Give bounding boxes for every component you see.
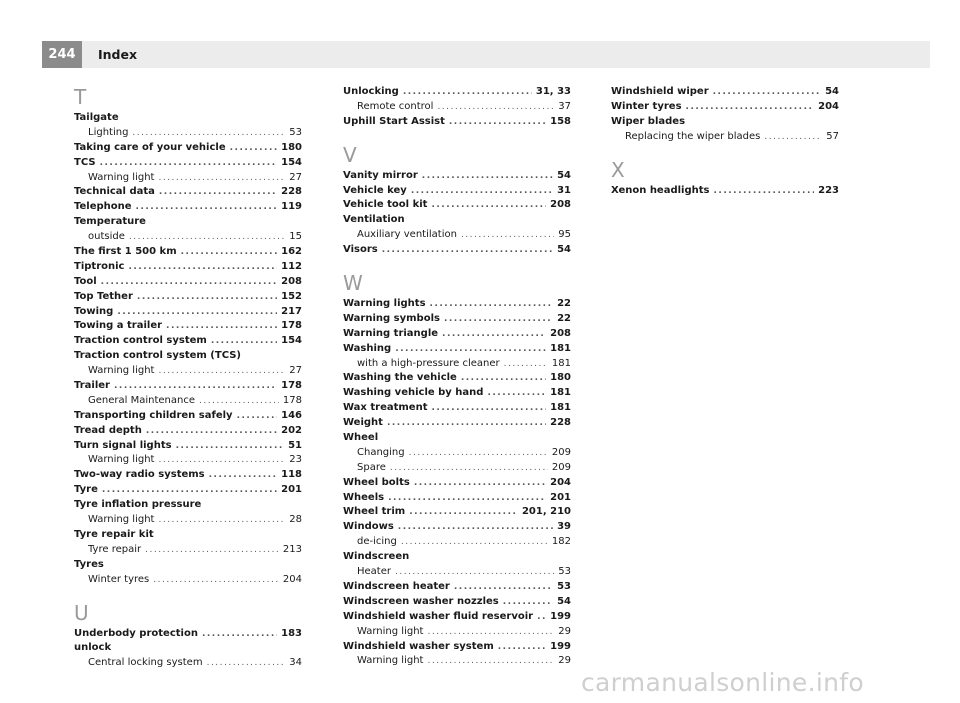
index-entry-label: Heater [357, 566, 391, 578]
index-entry-label: Taking care of your vehicle [74, 141, 226, 153]
index-entry [74, 528, 302, 543]
index-entry-label: Top Tether [74, 290, 133, 302]
index-entry [343, 327, 571, 342]
index-entry-label: Windscreen heater [343, 580, 450, 592]
index-entry-pages: 208 [550, 199, 571, 211]
index-entry-pages: 31 [557, 184, 571, 196]
index-entry [74, 468, 302, 483]
index-entry-pages: 39 [557, 521, 571, 533]
dot-leader [166, 319, 277, 334]
index-entry-label: Washing the vehicle [343, 372, 457, 384]
dot-leader [100, 156, 278, 171]
index-letter-heading: X [611, 157, 625, 182]
dot-leader [101, 275, 277, 290]
dot-leader [382, 243, 553, 258]
dot-leader [444, 312, 553, 327]
index-entry [343, 85, 571, 100]
index-entry-label: Tread depth [74, 424, 142, 436]
index-entry-label: Windshield wiper [611, 86, 709, 97]
index-letter-heading: V [343, 142, 357, 167]
index-entry-pages: 178 [281, 320, 302, 332]
dot-leader [403, 85, 532, 100]
dot-leader [686, 100, 815, 115]
index-entry-pages: 152 [281, 290, 302, 302]
index-entry-label: Winter tyres [88, 573, 150, 585]
index-entry-pages: 208 [281, 275, 302, 287]
index-entry-pages: 29 [558, 625, 571, 637]
index-entry [343, 476, 571, 491]
index-entry [343, 115, 571, 130]
index-entry-pages: 54 [557, 169, 571, 181]
dot-leader [117, 305, 277, 320]
index-entry [74, 171, 302, 186]
index-entry-label: Xenon headlights [611, 184, 710, 196]
index-entry-pages: 182 [551, 536, 571, 548]
index-entry-label: Tiptronic [74, 260, 125, 272]
index-entry-pages: 53 [289, 126, 302, 138]
index-entry-label: Warning triangle [343, 327, 439, 339]
index-entry-label: Spare [357, 461, 386, 473]
index-entry [343, 342, 571, 357]
index-entry-pages: 27 [289, 365, 302, 377]
dot-leader [136, 200, 278, 215]
index-entry [611, 85, 839, 100]
dot-leader [388, 491, 546, 506]
index-entry [74, 424, 302, 439]
index-entry [74, 290, 302, 305]
index-entry-label: Warning light [88, 514, 155, 526]
index-entry [343, 198, 571, 213]
index-entry [74, 275, 302, 290]
index-entry [343, 228, 571, 243]
index-entry-pages: 119 [281, 201, 302, 213]
index-entry [343, 416, 571, 431]
index-entry-label: Warning lights [343, 298, 426, 310]
index-entry-pages: 118 [281, 469, 302, 481]
index-entry-pages: 154 [281, 156, 302, 168]
dot-leader [209, 468, 277, 483]
index-entry-label: Turn signal lights [74, 439, 172, 451]
index-entry-pages: 158 [550, 115, 571, 127]
index-entry [74, 573, 302, 588]
index-column-3 [611, 85, 839, 198]
dot-leader [537, 610, 546, 625]
index-entry-label: General Maintenance [88, 394, 195, 406]
dot-leader [504, 357, 548, 372]
dot-leader [158, 364, 285, 379]
index-entry [74, 453, 302, 468]
dot-leader [714, 184, 815, 199]
dot-leader [454, 580, 553, 595]
index-entry-label: Two-way radio systems [74, 469, 205, 481]
dot-leader [211, 334, 277, 349]
index-entry [74, 483, 302, 498]
index-entry-pages: 181 [550, 402, 571, 414]
watermark: carmanualsonline.info [581, 668, 864, 697]
dot-leader [390, 461, 548, 476]
index-entry-label: Remote control [357, 100, 434, 112]
index-entry [74, 394, 302, 409]
index-entry-label: Unlocking [343, 86, 399, 97]
index-entry-pages: 209 [551, 461, 571, 473]
dot-leader [461, 371, 546, 386]
index-entry-pages: 181 [550, 342, 571, 354]
dot-leader [487, 386, 546, 401]
index-entry-label: Visors [343, 244, 378, 256]
index-entry [74, 156, 302, 171]
index-entry-pages: 201 [281, 484, 302, 496]
index-entry-label: Tyre repair kit [74, 528, 154, 540]
index-entry-label: Wheel trim [343, 506, 406, 518]
index-letter-heading: U [74, 600, 89, 625]
dot-leader [237, 409, 278, 424]
dot-leader [128, 260, 277, 275]
index-entry-pages: 201 [550, 491, 571, 503]
index-entry-pages: 223 [818, 184, 839, 196]
dot-leader [395, 565, 554, 580]
index-entry-pages: 201, 210 [521, 506, 571, 518]
index-entry-pages: 217 [281, 305, 302, 317]
index-entry [343, 357, 571, 372]
index-entry-label: Warning light [357, 625, 424, 637]
index-entry-pages: 181 [550, 387, 571, 399]
index-entry-pages: 28 [289, 514, 302, 526]
index-entry [74, 215, 302, 230]
index-entry-pages: 31, 33 [535, 86, 571, 97]
index-entry [74, 141, 302, 156]
dot-leader [411, 184, 553, 199]
dot-leader [230, 141, 278, 156]
index-entry [343, 100, 571, 115]
index-entry-label: Winter tyres [611, 100, 682, 112]
index-entry-label: unlock [74, 642, 112, 654]
index-entry-label: Warning symbols [343, 312, 440, 324]
index-entry [343, 243, 571, 258]
dot-leader [158, 453, 285, 468]
index-entry-pages: 95 [558, 229, 571, 241]
index-entry-label: de-icing [357, 536, 397, 548]
index-entry-label: Wax treatment [343, 402, 428, 414]
index-entry-label: Tyre inflation pressure [74, 499, 202, 511]
dot-leader [713, 85, 821, 100]
dot-leader [398, 520, 553, 535]
index-entry-label: Auxiliary ventilation [357, 229, 457, 241]
index-entry [343, 312, 571, 327]
dot-leader [427, 654, 554, 669]
index-entry [74, 319, 302, 334]
index-entry-label: Towing a trailer [74, 320, 163, 332]
dot-leader [146, 424, 277, 439]
index-entry [74, 627, 302, 642]
index-entry-label: Temperature [74, 216, 146, 228]
index-entry-label: Windscreen washer nozzles [343, 595, 499, 607]
index-entry-label: Towing [74, 305, 114, 317]
index-entry [343, 595, 571, 610]
index-entry-label: Lighting [88, 126, 129, 138]
index-entry-label: Warning light [88, 365, 155, 377]
index-entry [343, 431, 571, 446]
index-entry-label: Warning light [88, 454, 155, 466]
dot-leader [449, 115, 546, 130]
index-entry [343, 169, 571, 184]
index-entry-label: Wiper blades [611, 115, 686, 127]
dot-leader [207, 656, 286, 671]
index-entry-label: Central locking system [88, 657, 203, 669]
index-entry [74, 656, 302, 671]
index-entry-pages: 228 [550, 417, 571, 429]
index-entry-pages: 112 [281, 260, 302, 272]
dot-leader [202, 627, 277, 642]
index-entry [74, 409, 302, 424]
index-entry [611, 130, 839, 145]
index-entry-label: Telephone [74, 201, 132, 213]
index-entry-pages: 204 [818, 100, 839, 112]
dot-leader [437, 100, 554, 115]
index-entry [74, 126, 302, 141]
index-entry [74, 185, 302, 200]
index-entry [343, 520, 571, 535]
dot-leader [764, 130, 822, 145]
dot-leader [422, 169, 553, 184]
index-entry [343, 535, 571, 550]
dot-leader [102, 483, 277, 498]
index-entry [611, 184, 839, 199]
page-title: Index [98, 47, 138, 62]
index-entry-label: outside [88, 231, 125, 243]
index-entry-pages: 204 [282, 573, 302, 585]
index-entry-label: Vehicle key [343, 184, 407, 196]
index-entry-label: Windows [343, 521, 394, 533]
index-entry [343, 446, 571, 461]
index-entry [343, 625, 571, 640]
index-entry-pages: 54 [557, 244, 571, 256]
dot-leader [401, 535, 548, 550]
index-entry-pages: 22 [557, 298, 571, 310]
index-entry [74, 334, 302, 349]
index-entry-pages: 213 [282, 543, 302, 555]
dot-leader [158, 171, 285, 186]
index-letter-heading: T [74, 85, 87, 109]
index-entry-label: Vanity mirror [343, 169, 418, 181]
index-entry [343, 610, 571, 625]
index-entry-label: Vehicle tool kit [343, 199, 428, 211]
index-entry-pages: 57 [826, 130, 839, 142]
index-entry-label: Warning light [88, 171, 155, 183]
dot-leader [409, 446, 548, 461]
index-entry-label: Ventilation [343, 214, 405, 226]
index-entry-pages: 154 [281, 335, 302, 347]
dot-leader [431, 401, 546, 416]
dot-leader [176, 439, 285, 454]
index-entry [343, 184, 571, 199]
index-entry-pages: 15 [289, 231, 302, 243]
index-entry-pages: 54 [557, 595, 571, 607]
index-entry-pages: 22 [557, 312, 571, 324]
index-entry-label: Wheel bolts [343, 476, 410, 488]
index-entry-pages: 162 [281, 246, 302, 258]
dot-leader [137, 290, 277, 305]
header-bar [82, 41, 930, 68]
index-entry [343, 580, 571, 595]
index-entry [74, 111, 302, 126]
index-entry-pages: 53 [557, 580, 571, 592]
index-entry-label: Technical data [74, 186, 155, 198]
index-entry-label: Tyre [74, 484, 98, 496]
index-entry [74, 439, 302, 454]
index-entry-pages: 51 [288, 439, 302, 451]
dot-leader [430, 297, 554, 312]
index-entry-pages: 29 [558, 655, 571, 667]
index-entry-label: Tailgate [74, 112, 119, 123]
index-entry-label: Windshield washer system [343, 640, 494, 652]
index-entry [74, 260, 302, 275]
index-entry-pages: 146 [281, 409, 302, 421]
index-entry-label: Tyre repair [88, 543, 142, 555]
index-entry [74, 558, 302, 573]
index-entry [74, 200, 302, 215]
dot-leader [199, 394, 279, 409]
index-entry [74, 245, 302, 260]
index-column-1 [74, 85, 302, 671]
dot-leader [395, 342, 546, 357]
index-entry-label: with a high-pressure cleaner [357, 357, 500, 369]
index-entry [343, 386, 571, 401]
index-entry [74, 364, 302, 379]
index-entry [343, 461, 571, 476]
dot-leader [181, 245, 277, 260]
index-entry [74, 498, 302, 513]
dot-leader [158, 513, 285, 528]
index-entry [343, 565, 571, 580]
index-entry [74, 513, 302, 528]
index-entry-pages: 180 [550, 372, 571, 384]
dot-leader [431, 198, 546, 213]
index-entry-pages: 178 [282, 394, 302, 406]
index-entry-pages: 183 [281, 627, 302, 639]
dot-leader [442, 327, 546, 342]
index-entry-pages: 181 [551, 357, 571, 369]
index-entry-pages: 37 [558, 100, 571, 112]
dot-leader [159, 185, 277, 200]
index-entry-label: Tyres [74, 558, 104, 570]
index-entry-pages: 204 [550, 476, 571, 488]
dot-leader [498, 640, 546, 655]
dot-leader [132, 126, 285, 141]
dot-leader [114, 379, 277, 394]
index-entry [74, 349, 302, 364]
index-entry-pages: 54 [825, 86, 839, 97]
index-entry-pages: 180 [281, 141, 302, 153]
index-entry-label: Transporting children safely [74, 409, 233, 421]
index-entry-pages: 178 [281, 380, 302, 392]
index-letter-heading: W [343, 271, 363, 296]
index-entry-label: Weight [343, 417, 383, 429]
dot-leader [387, 416, 546, 431]
index-entry-label: Traction control system (TCS) [74, 350, 241, 362]
index-entry-pages: 27 [289, 171, 302, 183]
index-column-2 [343, 85, 571, 669]
index-entry-label: Wheel [343, 432, 379, 444]
index-entry [343, 640, 571, 655]
index-entry-pages: 228 [281, 186, 302, 198]
dot-leader [427, 625, 554, 640]
index-entry [611, 100, 839, 115]
index-entry-label: Washing [343, 342, 392, 354]
index-entry [343, 491, 571, 506]
dot-leader [153, 573, 279, 588]
index-entry-pages: 208 [550, 327, 571, 339]
index-entry [74, 379, 302, 394]
index-entry-pages: 23 [289, 454, 302, 466]
dot-leader [409, 505, 518, 520]
index-entry-label: Uphill Start Assist [343, 115, 445, 127]
index-entry-label: Tool [74, 275, 97, 287]
index-entry-pages: 199 [550, 640, 571, 652]
index-entry-label: Windscreen [343, 551, 410, 563]
index-entry [343, 505, 571, 520]
index-entry-label: Trailer [74, 380, 110, 392]
index-entry-label: Underbody protection [74, 627, 198, 639]
index-entry [343, 401, 571, 416]
index-entry-label: Changing [357, 446, 405, 458]
index-entry [343, 550, 571, 565]
index-entry-pages: 34 [289, 657, 302, 669]
index-entry-label: Traction control system [74, 335, 207, 347]
dot-leader [461, 228, 554, 243]
page-header [42, 41, 930, 68]
index-entry-pages: 209 [551, 446, 571, 458]
index-entry [74, 230, 302, 245]
index-entry [74, 543, 302, 558]
index-entry-label: Replacing the wiper blades [625, 130, 761, 142]
page-number: 244 [42, 41, 82, 68]
index-entry [74, 305, 302, 320]
index-entry-label: Warning light [357, 655, 424, 667]
dot-leader [145, 543, 279, 558]
index-entry-pages: 199 [550, 610, 571, 622]
index-entry [343, 371, 571, 386]
index-entry-label: Washing vehicle by hand [343, 387, 484, 399]
index-entry [343, 297, 571, 312]
index-entry-pages: 202 [281, 424, 302, 436]
index-entry [74, 641, 302, 656]
index-entry [343, 213, 571, 228]
index-entry [343, 654, 571, 669]
index-entry-label: Wheels [343, 491, 385, 503]
index-entry-pages: 53 [558, 566, 571, 578]
index-entry-label: Windshield washer fluid reservoir [343, 610, 534, 622]
index-entry [611, 115, 839, 130]
dot-leader [503, 595, 553, 610]
index-entry-label: The first 1 500 km [74, 246, 177, 258]
dot-leader [414, 476, 546, 491]
dot-leader [129, 230, 285, 245]
index-entry-label: TCS [74, 156, 96, 168]
